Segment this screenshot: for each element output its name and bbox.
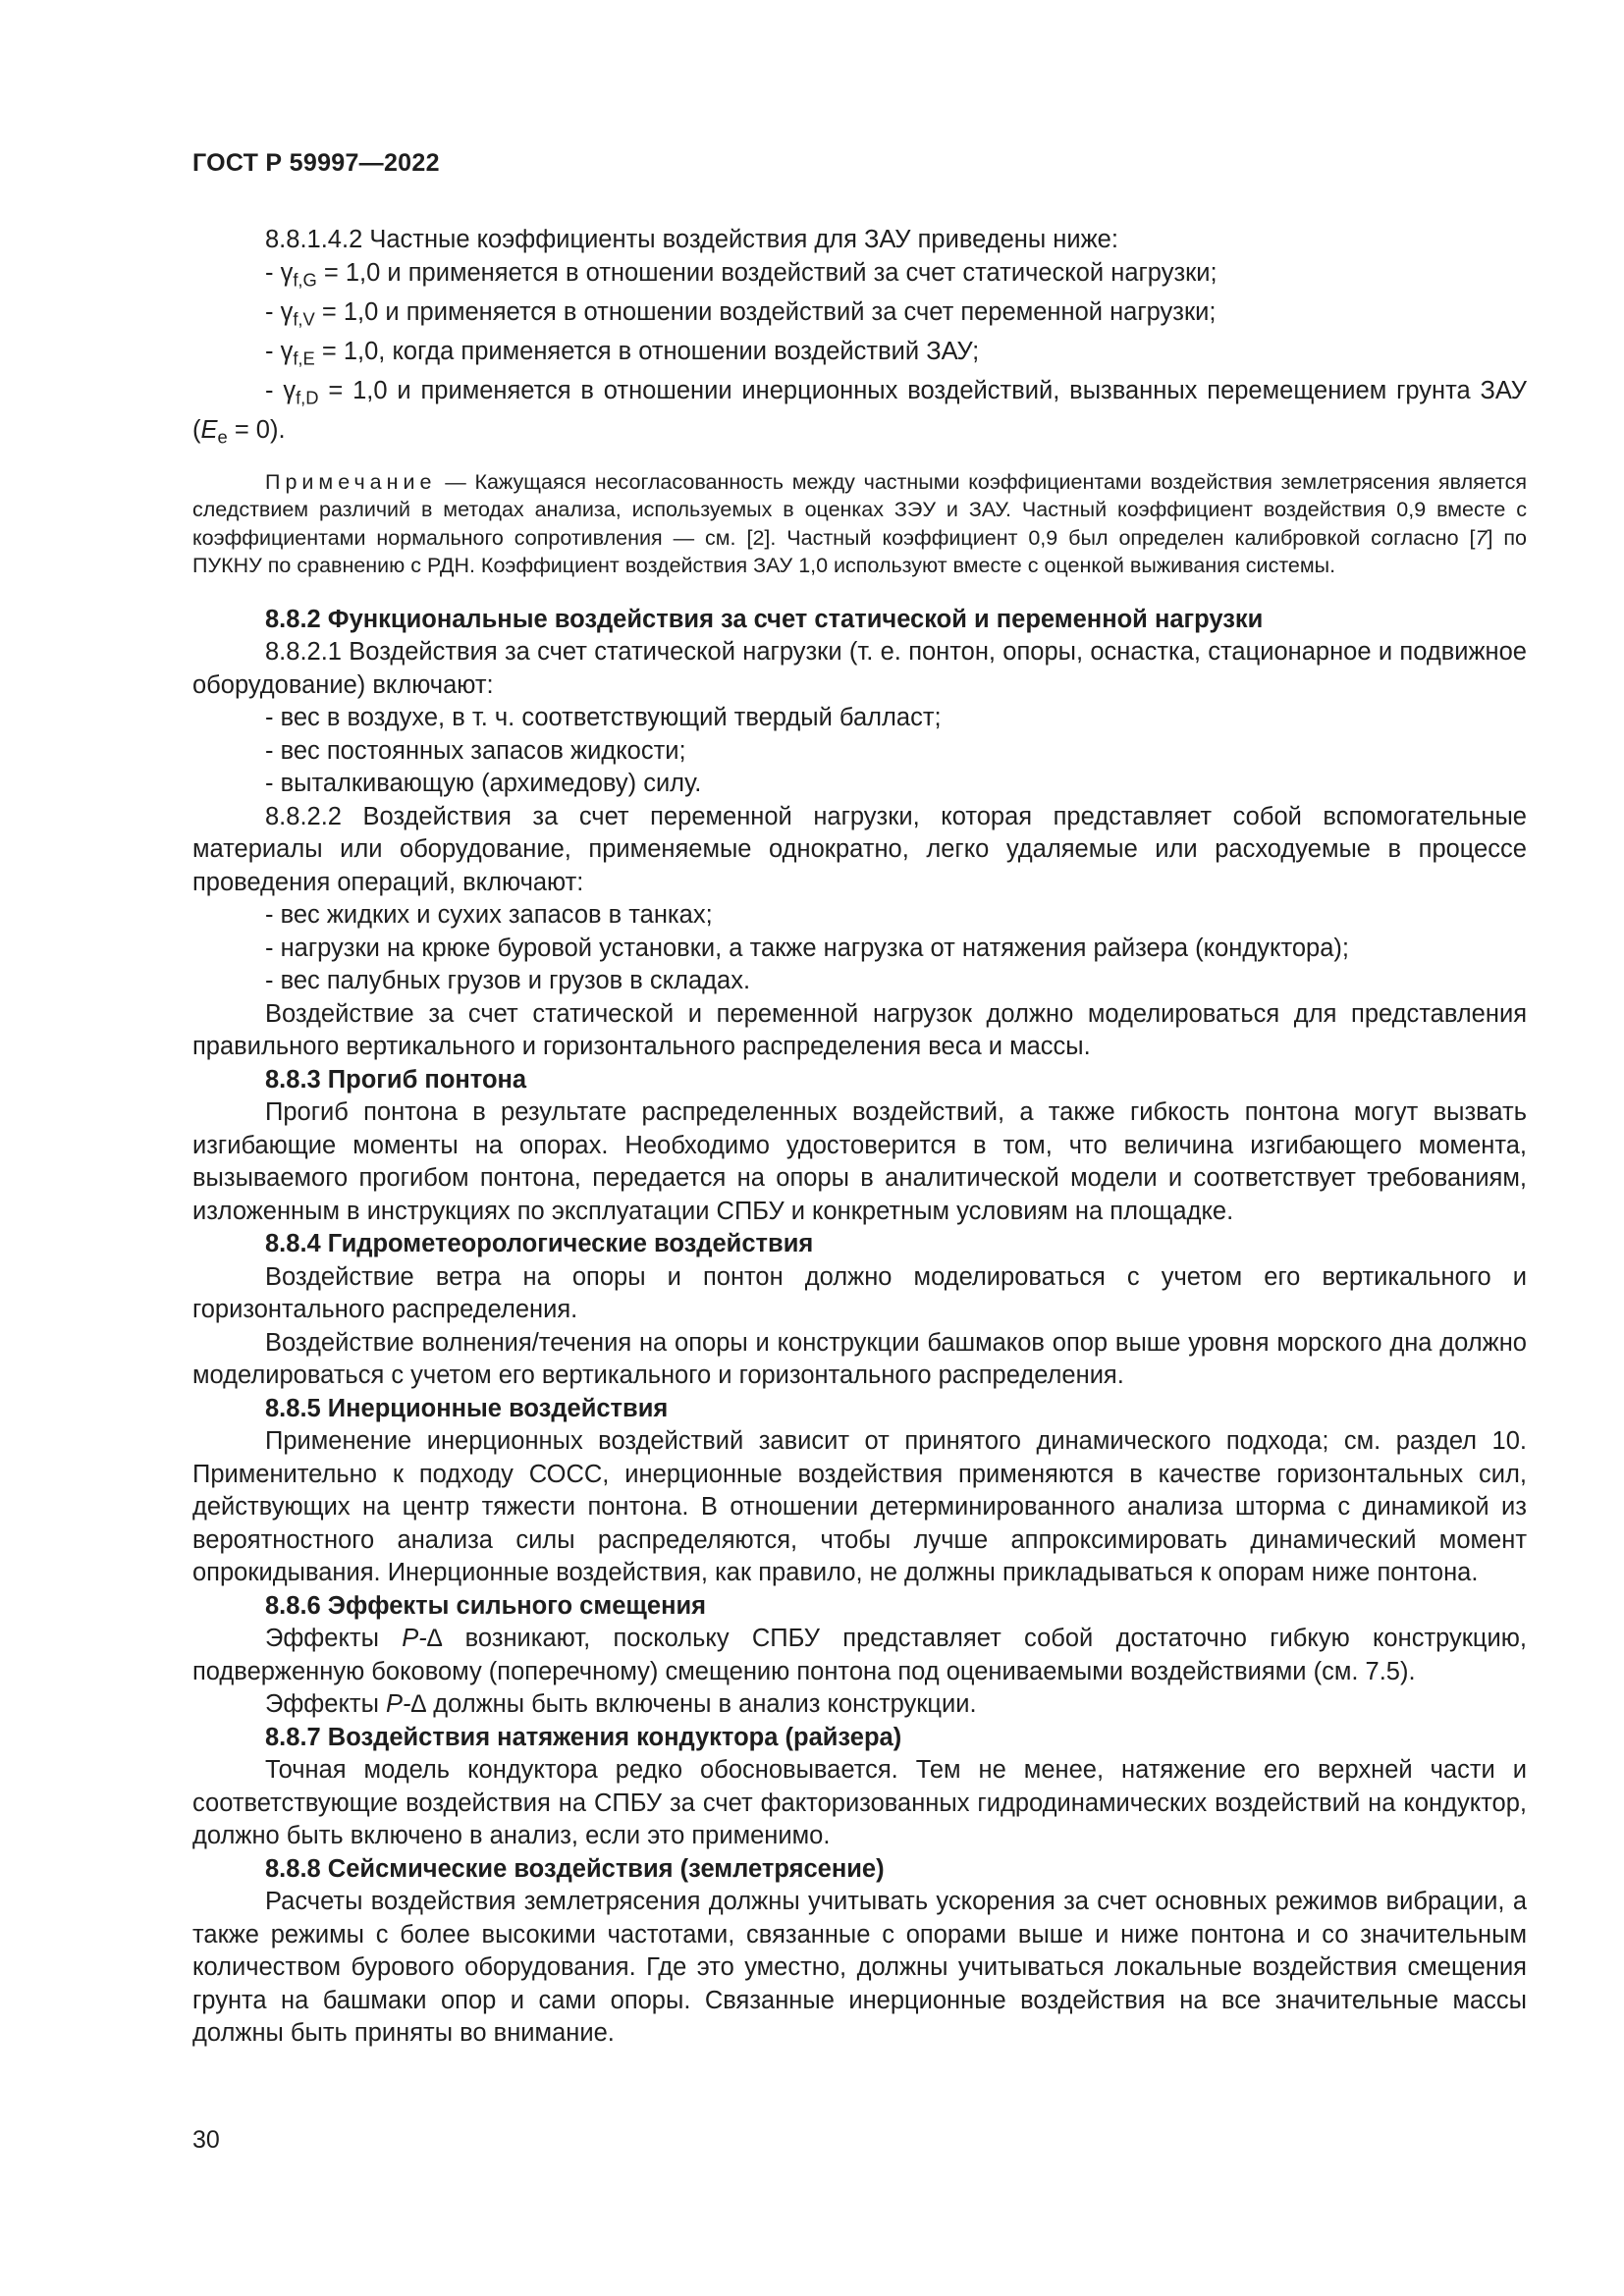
coefficient-item-e: - $\gamma_{f,E} = 1,0$, когда применяется в отношении воздействий ЗАУ;: [265, 337, 980, 368]
paragraph-883-1: Прогиб понтона в результате распределенных воздействий, а также гибкость понтона могут вызвать изгибающие моменты на опорах. Необходимо удостоверится в том, что величина изгибающего момента, вызываемого прогибом понтона, передается на опоры в аналитической модели и соответствует требованиям, изложенным в инструкциях по эксплуатации СПБУ и конкретным условиям на площадке.: [192, 1098, 1527, 1225]
list-item: - вес жидких и сухих запасов в танках;: [265, 901, 713, 929]
list-item: - вес постоянных запасов жидкости;: [265, 736, 686, 765]
paragraph-884-2: Воздействие волнения/течения на опоры и конструкции башмаков опор выше уровня морского дна должно моделироваться с учетом его вертикального и горизонтального распределения.: [192, 1328, 1527, 1389]
paragraph-886-1: Эффекты P-∆ возникают, поскольку СПБУ представляет собой достаточно гибкую конструкцию, подверженную боковому (поперечному) смещению понтона под оцениваемыми воздействиями (см. 7.5).: [192, 1625, 1527, 1685]
paragraph-882-1: 8.8.2.1 Воздействия за счет статической нагрузки (т. е. понтон, опоры, оснастка, стационарное и подвижное оборудование) включают:: [192, 638, 1527, 699]
paragraph-882-3: Воздействие за счет статической и переменной нагрузок должно моделироваться для представления правильного вертикального и горизонтального распределения веса и массы.: [192, 999, 1527, 1060]
list-item: - выталкивающую (архимедову) силу.: [265, 770, 702, 797]
coefficient-item-g: - $\gamma_{f,G} = 1,0$ и применяется в отношении воздействий за счет статической нагрузки;: [265, 258, 1218, 290]
section-heading-885: 8.8.5 Инерционные воздействия: [265, 1394, 669, 1422]
section-heading-883: 8.8.3 Прогиб понтона: [265, 1065, 527, 1094]
page-number: 30: [192, 2126, 220, 2154]
paragraph-884-1: Воздействие ветра на опоры и понтон должно моделироваться с учетом его вертикального и горизонтального распределения.: [192, 1262, 1527, 1323]
coefficient-item-d: - $\gamma_{f,D} = 1,0$ и применяется в отношении инерционных воздействий, вызванных перемещением грунта ЗАУ $(E_e = 0)$.: [192, 376, 1527, 447]
note-label: Примечание: [265, 469, 437, 494]
paragraph-887-1: Точная модель кондуктора редко обосновывается. Тем не менее, натяжение его верхней части и соответствующие воздействия на СПБУ за счет факторизованных гидродинамических воздействий на кондуктор, должно быть включено в анализ, если это применимо.: [192, 1756, 1527, 1849]
coefficient-item-v: - $\gamma_{f,V} = 1,0$ и применяется в отношении воздействий за счет переменной нагрузки;: [265, 297, 1217, 329]
section-heading-882: 8.8.2 Функциональные воздействия за счет статической и переменной нагрузки: [265, 605, 1264, 633]
list-item: - вес в воздухе, в т. ч. соответствующий твердый балласт;: [265, 704, 942, 731]
list-item: - нагрузки на крюке буровой установки, а также нагрузка от натяжения райзера (кондуктора);: [265, 934, 1349, 962]
paragraph-881-4-2-intro: 8.8.1.4.2 Частные коэффициенты воздействия для ЗАУ приведены ниже:: [265, 226, 1118, 253]
paragraph-885-1: Применение инерционных воздействий зависит от принятого динамического подхода; см. раздел 10. Применительно к подходу СОСС, инерционные воздействия применяются в качестве горизонтальных сил, действующих на центр тяжести понтона. В отношении детерминированного анализа шторма с динамикой из вероятностного анализа силы распределяются, чтобы лучше аппроксимировать динамический момент опрокидывания. Инерционные воздействия, как правило, не должны прикладываться к опорам ниже понтона.: [192, 1427, 1527, 1586]
note-paragraph: Примечание — Кажущаяся несогласованность между частными коэффициентами воздействия землетрясения является следствием различий в методах анализа, используемых в оценках ЗЭУ и ЗАУ. Частный коэффициент воздействия 0,9 вместе с коэффициентами нормального сопротивления — см. [2]. Частный коэффициент 0,9 был определен калибровкой согласно [7] по ПУКНУ по сравнению с РДН. Коэффициент воздействия ЗАУ 1,0 используют вместе с оценкой выживания системы.: [192, 469, 1527, 577]
paragraph-886-2: Эффекты P-∆ должны быть включены в анализ конструкции.: [265, 1690, 977, 1718]
section-heading-888: 8.8.8 Сейсмические воздействия (землетрясение): [265, 1854, 885, 1883]
list-item: - вес палубных грузов и грузов в складах.: [265, 967, 751, 994]
section-heading-887: 8.8.7 Воздействия натяжения кондуктора (райзера): [265, 1723, 902, 1751]
document-body: [192, 224, 1527, 2051]
paragraph-882-2: 8.8.2.2 Воздействия за счет переменной нагрузки, которая представляет собой вспомогательные материалы или оборудование, применяемые однократно, легко удаляемые или расходуемые в процессе проведения операций, включают:: [192, 802, 1527, 896]
document-header: ГОСТ Р 59997—2022: [192, 149, 440, 177]
section-heading-884: 8.8.4 Гидрометеорологические воздействия: [265, 1230, 814, 1257]
section-heading-886: 8.8.6 Эффекты сильного смещения: [265, 1591, 707, 1620]
paragraph-888-1: Расчеты воздействия землетрясения должны учитывать ускорения за счет основных режимов вибрации, а также режимы с более высокими частотами, связанные с опорами выше и ниже понтона и со значительным количеством бурового оборудования. Где это уместно, должны учитываться локальные воздействия смещения грунта на башмаки опор и сами опоры. Связанные инерционные воздействия на все значительные массы должны быть приняты во внимание.: [192, 1888, 1527, 2047]
